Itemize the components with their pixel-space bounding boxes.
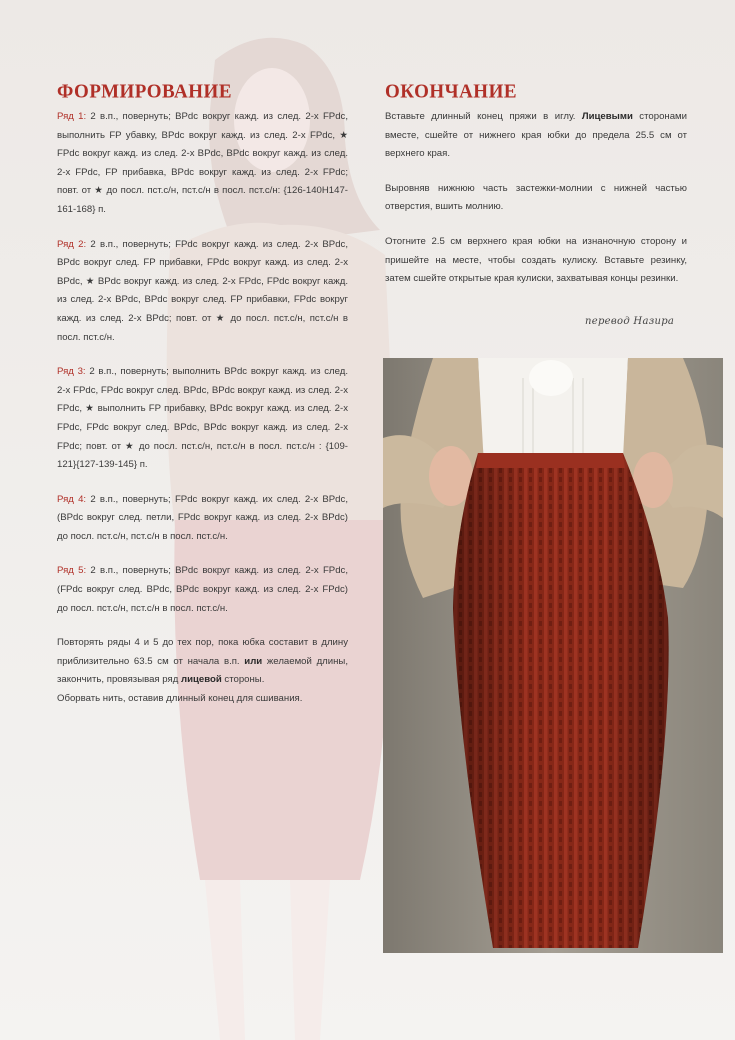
row-1-label: Ряд 1:	[57, 111, 87, 122]
repeat-bold-1: или	[244, 655, 263, 667]
row-5-text: 2 в.п., повернуть; BPdc вокруг кажд. из след. 2-х FPdc, (FPdc вокруг след. BPdc, BPdc вокруг кажд. из след. 2-х FPdc) до посл. пст.с/н, пст.с/н в посл. пст.с/н.	[57, 565, 348, 614]
row-1-text: 2 в.п., повернуть; BPdc вокруг кажд. из след. 2-х FPdc, выполнить FP убавку, BPdc вокруг кажд. из след. 2-х FPdc, ★ FPdc вокруг кажд. из след. 2-х BPdc, BPdc вокруг кажд. из след. 2-х FPdc, FP прибавка, BPdc вокруг кажд. из след. 2-х FPdc; повт. от ★ до посл. пст.с/н, пст.с/н в посл. пст.с/н: {126-140H147-161-168} п.	[57, 111, 348, 215]
repeat-instruction	[57, 634, 348, 690]
finishing-bold-1: Лицевыми	[581, 111, 633, 122]
translation-credit: перевод Назира	[585, 316, 675, 327]
row-4-label: Ряд 4:	[57, 493, 87, 505]
repeat-text-1: Повторять ряды 4 и 5 до тех пор, пока юбка составит в длину приблизительно 63.5 см от начала в.п.	[57, 637, 348, 667]
row-1-paragraph	[57, 108, 348, 220]
skirt-photo	[383, 358, 723, 953]
row-3-text: 2 в.п., повернуть; выполнить BPdc вокруг кажд. из след. 2-х FPdc, FPdc вокруг след. BPdc, BPdc вокруг кажд. из след. 2-х FPdc, ★ выполнить FP прибавку, BPdc вокруг кажд. из след. 2-х FPdc, FPdc вокруг след. BPdc, BPdc вокруг кажд. из след. 2-х FPdc; повт. от ★ до посл. пст.с/н, пст.с/н в посл. пст.с/н : {109-121}{127-139-145} п.	[57, 366, 349, 471]
right-column	[385, 80, 687, 289]
row-5-label: Ряд 5:	[57, 565, 87, 577]
row-2-text: 2 в.п., повернуть; FPdc вокруг кажд. из след. 2-х BPdc, BPdc вокруг след. FP прибавки, FPdc вокруг кажд. из след. 2-х BPdc, ★ BPdc вокруг кажд. из след. 2-х FPdc, FPdc вокруг кажд. из след. 2-х BPdc, BPdc вокруг след. FP прибавки, FPdc вокруг кажд. из след. 2-х BPdc; повт. от ★ до посл. пст.с/н, пст.с/н в посл. пст.с/н.	[57, 238, 348, 343]
finishing-text-1: Вставьте длинный конец пряжи в иглу.	[385, 111, 582, 122]
row-2-label: Ряд 2:	[57, 238, 87, 250]
row-3-paragraph	[57, 363, 348, 475]
row-3-label: Ряд 3:	[57, 366, 86, 378]
skirt-photo-illustration	[383, 358, 723, 953]
row-5-paragraph	[57, 562, 348, 618]
finishing-paragraph-1	[385, 108, 687, 164]
section-heading-shaping: ФОРМИРОВАНИЕ	[57, 80, 232, 103]
repeat-text-2: желаемой длины, закончить, провязывая ряд	[57, 655, 348, 686]
row-2-paragraph	[57, 236, 348, 348]
repeat-bold-2: лицевой	[180, 674, 222, 686]
fasten-off-instruction: Оборвать нить, оставив длинный конец для сшивания.	[57, 693, 303, 705]
repeat-text-3: стороны.	[221, 674, 265, 686]
row-4-paragraph	[57, 491, 348, 547]
row-4-text: 2 в.п., повернуть; FPdc вокруг кажд. их след. 2-х BPdc, (BPdc вокруг след. петли, FPdc вокруг кажд. из след. 2-х BPdc) до посл. пст.с/н, пст.с/н в посл. пст.с/н.	[57, 493, 348, 542]
finishing-text-2: сторонами вместе, сшейте от нижнего края юбки до предела 25.5 см от верхнего края.	[385, 111, 687, 160]
finishing-paragraph-2: Выровняв нижнюю часть застежки-молнии с нижней частью отверстия, вшить молнию.	[385, 182, 687, 213]
left-column	[57, 80, 348, 709]
finishing-paragraph-3: Отогните 2.5 см верхнего края юбки на изнаночную сторону и пришейте на месте, чтобы создать кулиску. Вставьте резинку, затем сшейте открытые края кулиски, захватывая концы резинки.	[385, 235, 687, 285]
section-heading-finishing: ОКОНЧАНИЕ	[385, 80, 518, 103]
